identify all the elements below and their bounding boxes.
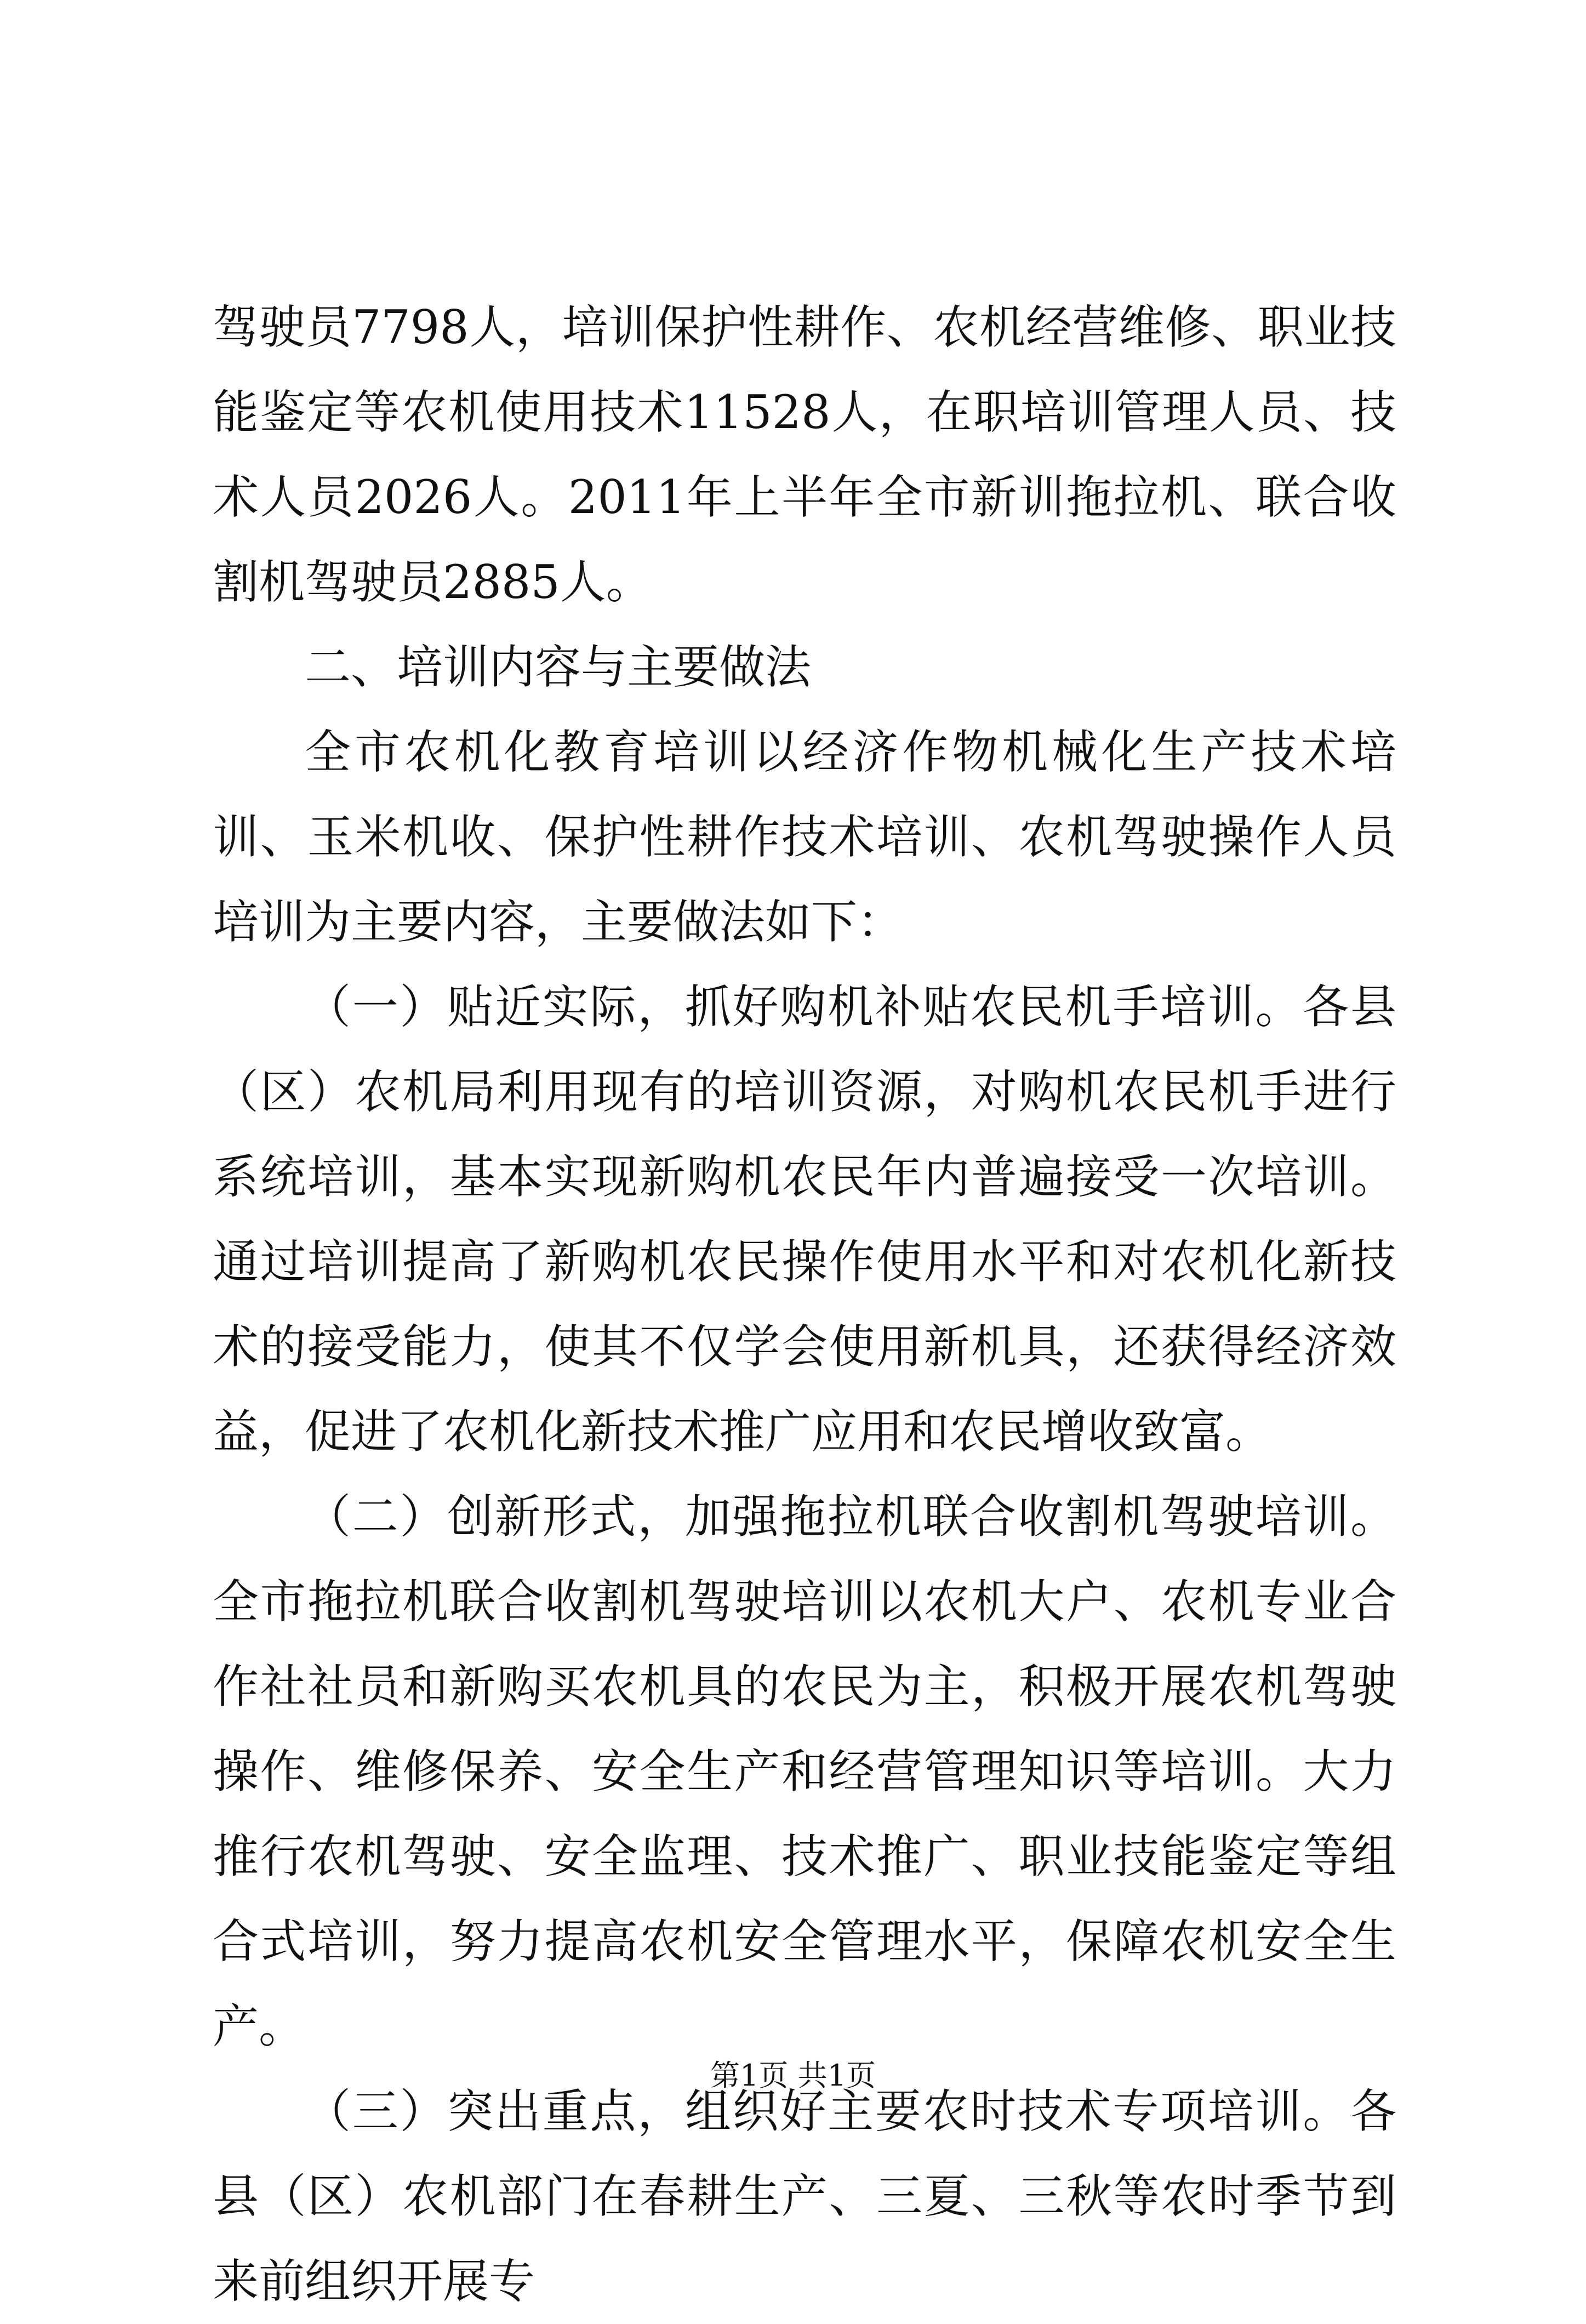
paragraph: （二）创新形式，加强拖拉机联合收割机驾驶培训。全市拖拉机联合收割机驾驶培训以农机大户、农机专业合作社社员和新购买农机具的农民为主，积极开展农机驾驶操作、维修保养、安全生产和经营管理知识等培训。大力推行农机驾驶、安全监理、技术推广、职业技能鉴定等组合式培训，努力提高农机安全管理水平，保障农机安全生产。 <box>213 1490 1396 2053</box>
paragraph: （一）贴近实际，抓好购机补贴农民机手培训。各县（区）农机局利用现有的培训资源，对购机农民机手进行系统培训，基本实现新购机农民年内普遍接受一次培训。通过培训提高了新购机农民操作使用水平和对农机化新技术的接受能力，使其不仅学会使用新机具，还获得经济效益，促进了农机化新技术推广应用和农民增收致富。 <box>213 980 1396 1459</box>
document-body <box>213 285 1396 2324</box>
page-footer: 第1页 共1页 <box>710 2058 876 2093</box>
paragraph: 驾驶员7798人，培训保护性耕作、农机经营维修、职业技能鉴定等农机使用技术11528人，在职培训管理人员、技术人员2026人。2011年上半年全市新训拖拉机、联合收割机驾驶员2885人。 <box>213 300 1396 609</box>
section-heading: 二、培训内容与主要做法 <box>305 640 812 694</box>
paragraph: （三）突出重点，组织好主要农时技术专项培训。各县（区）农机部门在春耕生产、三夏、三秋等农时季节到来前组织开展专 <box>213 2084 1396 2308</box>
paragraph: 全市农机化教育培训以经济作物机械化生产技术培训、玉米机收、保护性耕作技术培训、农机驾驶操作人员培训为主要内容，主要做法如下： <box>213 725 1396 949</box>
